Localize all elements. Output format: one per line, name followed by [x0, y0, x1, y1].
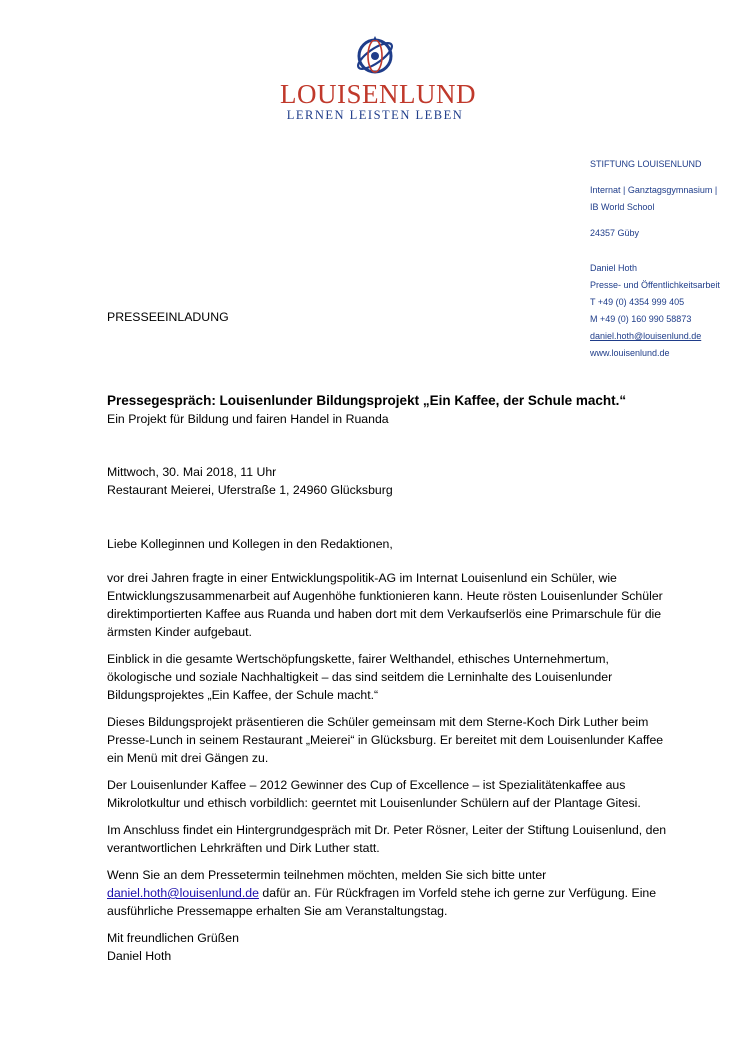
louisenlund-logo: [280, 34, 476, 122]
document-title: Pressegespräch: Louisenlunder Bildungsprojekt „Ein Kaffee, der Schule macht.“: [107, 393, 627, 408]
contact-paragraph: [107, 866, 667, 920]
sender-desc-line1: Internat | Ganztagsgymnasium |: [590, 185, 718, 195]
sender-website-link[interactable]: www.louisenlund.de: [590, 348, 670, 358]
body-paragraph-4: Der Louisenlunder Kaffee – 2012 Gewinner des Cup of Excellence – ist Spezialitätenkaffee aus Mikrolotkultur und ethisch vorbildlich: geerntet mit Louisenlunder Schülern auf der Plantage Gitesi.: [107, 778, 641, 810]
sender-mobile: M +49 (0) 160 990 58873: [590, 314, 692, 324]
event-location: Restaurant Meierei, Uferstraße 1, 24960 Glücksburg: [107, 483, 393, 497]
document-heading: [107, 392, 667, 428]
salutation: Liebe Kolleginnen und Kollegen in den Redaktionen,: [107, 537, 393, 551]
body-paragraph-3: Dieses Bildungsprojekt präsentieren die Schüler gemeinsam mit dem Sterne-Koch Dirk Luther beim Presse-Lunch in seinem Restaurant „Meierei“ in Glücksburg. Er bereitet mit dem Louisenlunder Kaffee ein Menü mit drei Gängen zu.: [107, 715, 664, 765]
contact-email-link[interactable]: daniel.hoth@louisenlund.de: [107, 886, 259, 900]
contact-text-before: Wenn Sie an dem Pressetermin teilnehmen möchten, melden Sie sich bitte unter: [107, 868, 547, 882]
sender-email-link[interactable]: daniel.hoth@louisenlund.de: [590, 331, 702, 341]
event-date-time: Mittwoch, 30. Mai 2018, 11 Uhr: [107, 465, 277, 479]
sender-org: STIFTUNG LOUISENLUND: [590, 159, 702, 169]
body-paragraph-2: Einblick in die gesamte Wertschöpfungskette, fairer Welthandel, ethisches Unternehmertum, ökologische und soziale Nachhaltigkeit – das sind seitdem die Lerninhalte des Louisenlunder Bildungsprojektes „Ein Kaffee, der Schule macht.“: [107, 652, 613, 702]
sender-info: [590, 156, 740, 362]
event-details: [107, 463, 667, 499]
sender-person: Daniel Hoth: [590, 263, 638, 273]
letter-body: [107, 535, 667, 965]
contact-text-after: dafür an. Für Rückfragen im Vorfeld stehe ich gerne zur Verfügung. Eine ausführliche Pressemappe erhalten Sie am Veranstaltungstag.: [107, 886, 657, 918]
document-type-label: PRESSEEINLADUNG: [107, 310, 229, 324]
logo-tagline: LERNEN LEISTEN LEBEN: [286, 108, 464, 122]
sender-role: Presse- und Öffentlichkeitsarbeit: [590, 280, 720, 290]
sender-phone: T +49 (0) 4354 999 405: [590, 297, 685, 307]
body-paragraph-5: Im Anschluss findet ein Hintergrundgespräch mit Dr. Peter Rösner, Leiter der Stiftung Louisenlund, den verantwortlichen Lehrkräften und Dirk Luther statt.: [107, 823, 667, 855]
signature-name: Daniel Hoth: [107, 949, 172, 963]
closing: Mit freundlichen Grüßen: [107, 931, 239, 945]
body-paragraph-1: vor drei Jahren fragte in einer Entwicklungspolitik-AG im Internat Louisenlund ein Schüler, wie Entwicklungszusammenarbeit auf Augenhöhe funktionieren kann. Heute rösten Louisenlunder Schüler direktimportierten Kaffee aus Ruanda und haben dort mit dem Verkaufserlös eine Primarschule für die ärmsten Kinder aufgebaut.: [107, 571, 663, 639]
globe-emblem-icon: [354, 34, 396, 78]
sender-postal: 24357 Güby: [590, 228, 640, 238]
logo-wordmark: LOUISENLUND: [280, 79, 476, 109]
sender-desc-line2: IB World School: [590, 202, 655, 212]
document-subtitle: Ein Projekt für Bildung und fairen Handel in Ruanda: [107, 412, 389, 426]
